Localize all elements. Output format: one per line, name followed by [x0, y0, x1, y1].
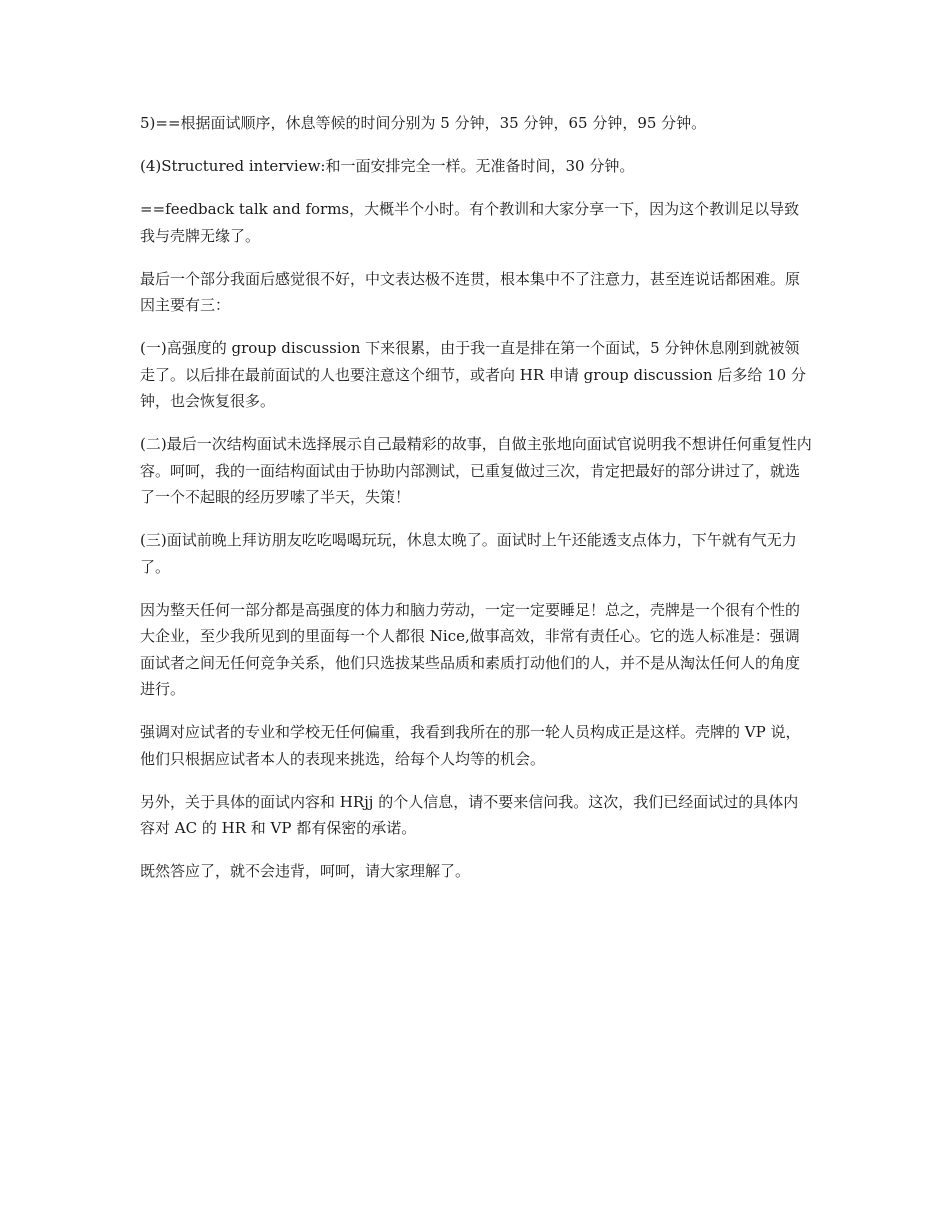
paragraph-reason-two: (二)最后一次结构面试未选择展示自己最精彩的故事，自做主张地向面试官说明我不想讲任何重复性内容。呵呵，我的一面结构面试由于协助内部测试，已重复做过三次，肯定把最好的部分讲过了，就选了一个不起眼的经历罗嗦了半天，失策！ [140, 435, 812, 506]
paragraph-reason-three: (三)面试前晚上拜访朋友吃吃喝喝玩玩，休息太晚了。面试时上午还能透支点体力，下午就有气无力了。 [140, 531, 797, 576]
paragraph-summary: 因为整天任何一部分都是高强度的体力和脑力劳动，一定一定要睡足！总之，壳牌是一个很有个性的大企业，至少我所见到的里面每一个人都很 Nice,做事高效，非常有责任心。它的选人标准是：强调面试者之间无任何竞争关系，他们只选拔某些品质和素质打动他们的人，并不是从淘汰任何人的角度进行。 [140, 600, 801, 698]
paragraph-structured-interview: (4)Structured interview:和一面安排完全一样。无准备时间，30 分钟。 [140, 157, 635, 175]
paragraph-reason-one: (一)高强度的 group discussion 下来很累，由于我一直是排在第一个面试，5 分钟休息刚到就被领走了。以后排在最前面试的人也要注意这个细节，或者向 HR 申请 group discussion 后多给 10 分钟，也会恢复很多。 [140, 339, 806, 410]
paragraph-final-part: 最后一个部分我面后感觉很不好，中文表达极不连贯，根本集中不了注意力，甚至连说话都困难。原因主要有三： [140, 269, 801, 314]
document-page [140, 110, 812, 901]
paragraph-confidentiality: 另外，关于具体的面试内容和 HRjj 的个人信息，请不要来信问我。这次，我们已经面试过的具体内容对 AC 的 HR 和 VP 都有保密的承诺。 [140, 792, 799, 837]
paragraph-feedback-talk: ==feedback talk and forms，大概半个小时。有个教训和大家分享一下，因为这个教训足以导致我与壳牌无缘了。 [140, 200, 800, 245]
paragraph-interview-schedule: 5)==根据面试顺序，休息等候的时间分别为 5 分钟，35 分钟，65 分钟，95 分钟。 [140, 114, 707, 132]
paragraph-selection-criteria: 强调对应试者的专业和学校无任何偏重，我看到我所在的那一轮人员构成正是这样。壳牌的 VP 说，他们只根据应试者本人的表现来挑选，给每个人均等的机会。 [140, 723, 801, 768]
paragraph-closing: 既然答应了，就不会违背，呵呵，请大家理解了。 [140, 862, 471, 880]
